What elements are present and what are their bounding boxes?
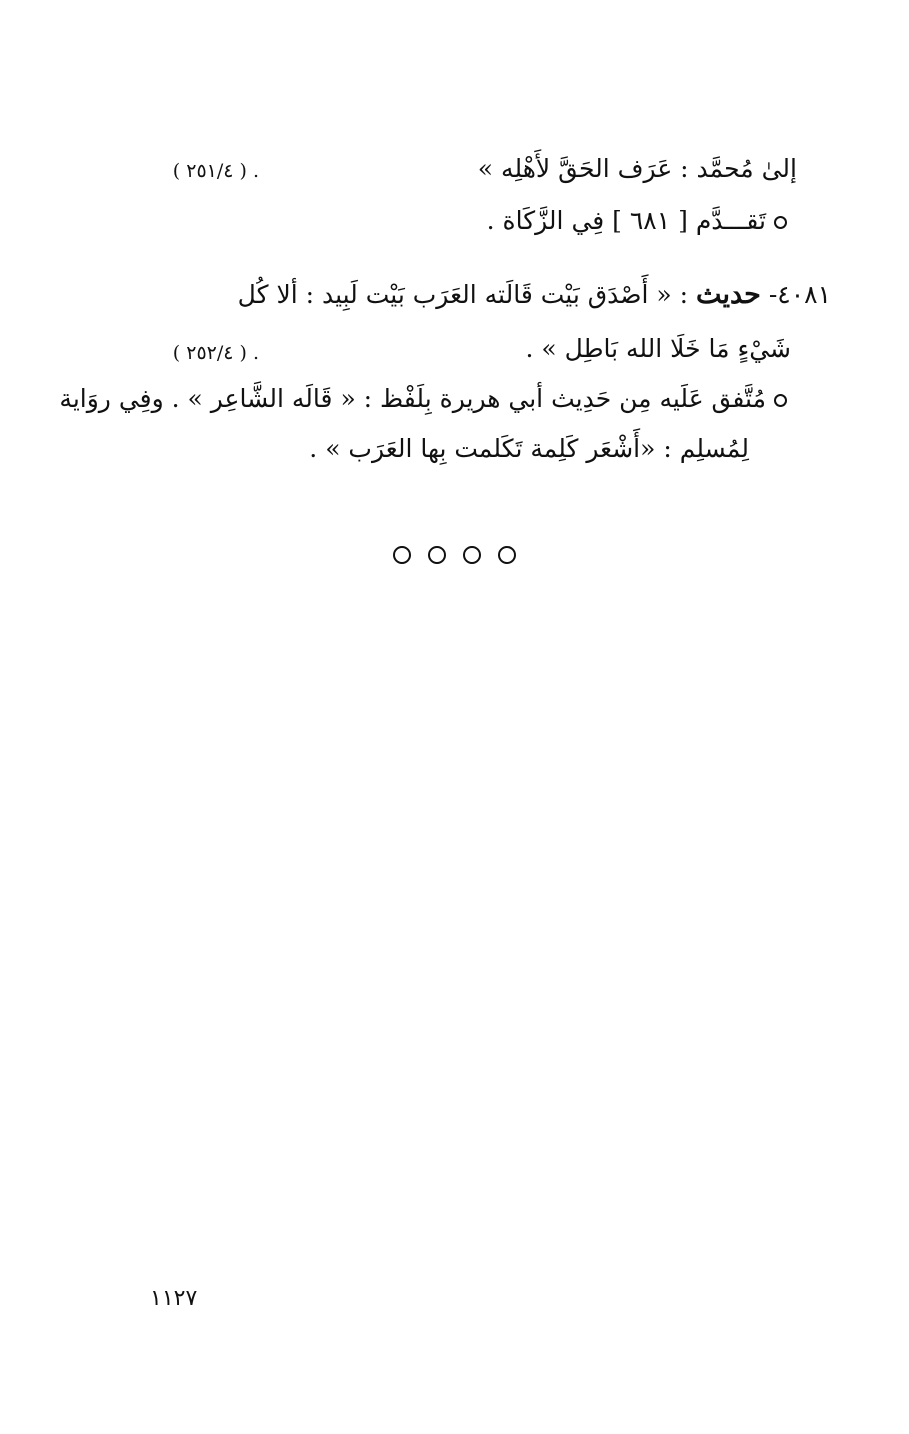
section-divider bbox=[0, 546, 909, 576]
block1-line1-reference: . ( ٢٥١/٤ ) bbox=[172, 160, 259, 182]
block2-line2-reference: . ( ٢٥٢/٤ ) bbox=[172, 342, 259, 364]
block2-line2: شَيْءٍ مَا خَلَا الله بَاطِل » . bbox=[525, 334, 791, 363]
block2-line4: لِمُسلِم : «أَشْعَر كَلِمة تَكَلمت بِها العَرَب » . bbox=[309, 434, 749, 463]
block1-line2 bbox=[487, 204, 787, 238]
circle-bullet-icon bbox=[774, 394, 787, 407]
divider-circle-icon bbox=[498, 546, 516, 564]
divider-circle-icon bbox=[463, 546, 481, 564]
block1-line1: إلىٰ مُحمَّد : عَرَف الحَقَّ لأَهْلِه » bbox=[477, 154, 797, 183]
block2-line3-text: مُتَّفق عَلَيه مِن حَدِيث أبي هريرة بِلَفْظ : « قَالَه الشَّاعِر » . وفِي روَاية bbox=[59, 384, 766, 413]
hadith-number: ٤٠٨١- bbox=[768, 280, 831, 309]
hadith-line1-text: : « أَصْدَق بَيْت قَالَته العَرَب بَيْت لَبِيد : ألا كُل bbox=[237, 280, 689, 309]
block2-line3 bbox=[59, 382, 787, 416]
page-number: ١١٢٧ bbox=[150, 1286, 198, 1311]
divider-circle-icon bbox=[393, 546, 411, 564]
divider-circle-icon bbox=[428, 546, 446, 564]
block1-line2-text: تَقـــدَّم [ ٦٨١ ] فِي الزَّكَاة . bbox=[486, 206, 766, 235]
hadith-label: حديث bbox=[695, 279, 761, 310]
circle-bullet-icon bbox=[774, 216, 787, 229]
block2-line1 bbox=[238, 278, 831, 312]
